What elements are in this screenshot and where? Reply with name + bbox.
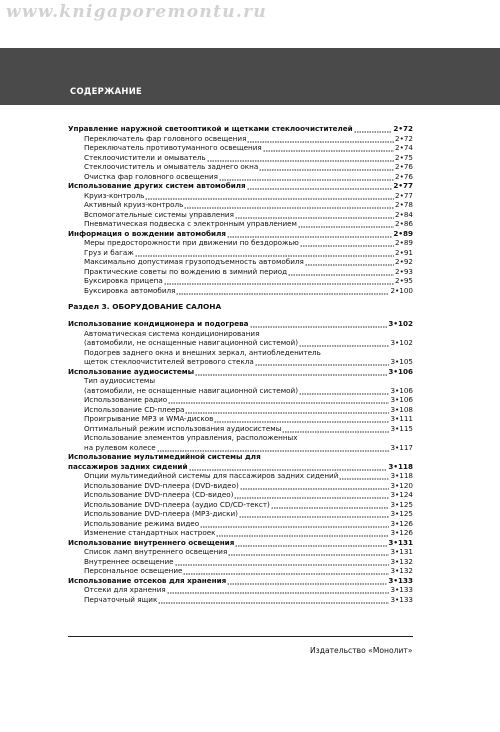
toc-dot-leader bbox=[200, 519, 389, 529]
toc-heading bbox=[68, 462, 413, 472]
toc-dot-leader bbox=[305, 257, 394, 267]
toc-entry-title: Буксировка прицепа bbox=[84, 276, 163, 285]
toc-dot-leader bbox=[185, 405, 389, 415]
toc-entry bbox=[68, 490, 413, 500]
toc-entry-title: Использование мультимедийной системы для bbox=[68, 452, 261, 461]
toc-entry-title: на рулевом колесе bbox=[84, 442, 156, 452]
toc-entry bbox=[68, 134, 413, 144]
page-title: СОДЕРЖАНИЕ bbox=[70, 86, 143, 96]
toc-entry bbox=[68, 172, 413, 182]
toc-entry-title: Использование режима видео bbox=[84, 518, 200, 528]
toc-entry bbox=[68, 519, 413, 529]
toc-entry bbox=[68, 267, 413, 277]
toc-dot-leader bbox=[282, 424, 389, 434]
toc-entry bbox=[68, 386, 413, 396]
toc-entry-title: Проигрывание MP3 и WMA-дисков bbox=[84, 414, 214, 423]
toc-entry-title: Использование внутреннего освещения bbox=[68, 537, 235, 547]
toc-dot-leader bbox=[354, 124, 393, 134]
toc-dot-leader bbox=[228, 547, 389, 557]
toc-entry bbox=[68, 585, 413, 595]
toc-dot-leader bbox=[167, 585, 390, 595]
toc-dot-leader bbox=[216, 528, 389, 538]
toc-entry-title: Стеклоочистители и омыватель bbox=[84, 152, 206, 162]
toc-dot-leader bbox=[207, 153, 394, 163]
toc-entry bbox=[68, 286, 413, 296]
toc-page-number: 3•133 bbox=[390, 594, 413, 604]
toc-dot-leader bbox=[227, 576, 387, 586]
toc-entry-title: Список ламп внутреннего освещения bbox=[84, 547, 228, 556]
toc-dot-leader bbox=[235, 538, 387, 548]
toc-page-number: 3•133 bbox=[388, 575, 413, 585]
toc-entry-title: Отсеки для хранения bbox=[84, 585, 166, 594]
toc-entry bbox=[68, 257, 413, 267]
toc-entry bbox=[68, 376, 413, 386]
toc-page-number: 2•77 bbox=[395, 190, 413, 200]
toc-entry bbox=[68, 395, 413, 405]
toc-entry-title: Использование CD-плеера bbox=[84, 404, 185, 414]
toc-entry bbox=[68, 357, 413, 367]
toc-entry bbox=[68, 219, 413, 229]
toc-entry-title: Круиз-контроль bbox=[84, 190, 145, 200]
toc-entry bbox=[68, 414, 413, 424]
toc-page-number: 2•78 bbox=[395, 200, 413, 209]
toc-entry-title: (автомобили, не оснащенные навигационной системой) bbox=[84, 338, 299, 347]
toc-page-number: 3•115 bbox=[390, 423, 413, 433]
toc-entry-title: Внутреннее освещение bbox=[84, 556, 174, 566]
toc-page-number: 3•125 bbox=[390, 499, 413, 509]
toc-page-number: 2•95 bbox=[395, 276, 413, 285]
toc-entry-title: Вспомогательные системы управления bbox=[84, 209, 234, 219]
toc-entry bbox=[68, 200, 413, 210]
toc-dot-leader bbox=[158, 595, 389, 605]
toc-page-number: 2•72 bbox=[393, 124, 413, 133]
toc-page-number: 3•106 bbox=[388, 366, 413, 376]
toc-entry-title: Персональное освещение bbox=[84, 566, 183, 575]
toc-heading bbox=[68, 538, 413, 548]
toc-entry-title: Переключатель фар головного освещения bbox=[84, 133, 247, 143]
toc-page-number: 2•93 bbox=[395, 266, 413, 276]
toc-entry bbox=[68, 424, 413, 434]
toc-page-number: 2•84 bbox=[395, 209, 413, 219]
toc-entry bbox=[68, 248, 413, 258]
toc-page-number: 3•102 bbox=[388, 319, 413, 328]
toc-page-number: 3•133 bbox=[390, 585, 413, 594]
toc-entry-title: Использование других систем автомобиля bbox=[68, 181, 246, 190]
toc-page-number: 3•102 bbox=[390, 338, 413, 347]
toc-page-number: 3•120 bbox=[390, 480, 413, 490]
toc-page-number: 3•125 bbox=[390, 509, 413, 518]
toc-entry bbox=[68, 557, 413, 567]
toc-dot-leader bbox=[219, 172, 394, 182]
toc-entry bbox=[68, 433, 413, 443]
toc-page-number: 2•74 bbox=[395, 143, 413, 152]
toc-page-number: 2•89 bbox=[393, 228, 413, 238]
toc-entry-title: Практические советы по вождению в зимний период bbox=[84, 266, 288, 276]
toc-entry-title: Буксировка автомобиля bbox=[84, 285, 176, 295]
toc-entry-title: Подогрев заднего окна и внешних зеркал, антиобледенитель bbox=[84, 347, 321, 357]
toc-dot-leader bbox=[234, 490, 389, 500]
toc-entry-title: Использование элементов управления, расположенных bbox=[84, 433, 298, 442]
toc-entry-title: Пневматическая подвеска с электронным управлением bbox=[84, 219, 297, 228]
table-of-contents bbox=[68, 124, 413, 604]
toc-entry-title: Автоматическая система кондиционирования bbox=[84, 328, 260, 338]
toc-entry bbox=[68, 595, 413, 605]
toc-dot-leader bbox=[235, 210, 394, 220]
toc-entry-title: Использование кондиционера и подогрева bbox=[68, 319, 249, 328]
toc-entry-title: Использование радио bbox=[84, 395, 168, 404]
toc-entry bbox=[68, 528, 413, 538]
toc-entry-title: пассажиров задних сидений bbox=[68, 461, 188, 471]
toc-entry bbox=[68, 238, 413, 248]
toc-entry bbox=[68, 191, 413, 201]
toc-entry bbox=[68, 405, 413, 415]
toc-entry bbox=[68, 547, 413, 557]
toc-dot-leader bbox=[299, 386, 389, 396]
toc-dot-leader bbox=[240, 481, 390, 491]
toc-heading bbox=[68, 576, 413, 586]
toc-entry-title: щеток стеклоочистителей ветрового стекла bbox=[84, 357, 254, 366]
toc-dot-leader bbox=[339, 471, 389, 481]
toc-entry bbox=[68, 276, 413, 286]
toc-dot-leader bbox=[247, 134, 394, 144]
toc-entry-title: Использование DVD-плеера (аудио CD/CD-текст) bbox=[84, 499, 270, 509]
toc-dot-leader bbox=[247, 181, 393, 191]
toc-entry bbox=[68, 509, 413, 519]
toc-dot-leader bbox=[189, 462, 388, 472]
toc-entry-title: Опции мультимедийной системы для пассажиров задних сидений bbox=[84, 471, 339, 480]
toc-heading bbox=[68, 319, 413, 329]
section-title: Раздел 3. ОБОРУДОВАНИЕ САЛОНА bbox=[68, 302, 222, 311]
toc-page-number: 3•105 bbox=[390, 357, 413, 366]
toc-entry-title: Оптимальный режим использования аудиосистемы bbox=[84, 423, 282, 433]
toc-entry-title: Использование отсеков для хранения bbox=[68, 575, 227, 585]
toc-dot-leader bbox=[176, 286, 389, 296]
toc-dot-leader bbox=[271, 500, 390, 510]
toc-entry-title: Максимально допустимая грузоподъемность автомобиля bbox=[84, 257, 304, 266]
toc-dot-leader bbox=[175, 557, 390, 567]
toc-entry-title: Меры предосторожности при движении по бездорожью bbox=[84, 238, 299, 247]
toc-page-number: 2•91 bbox=[395, 247, 413, 257]
toc-dot-leader bbox=[195, 367, 387, 377]
toc-entry-title: Использование DVD-плеера (MP3-диски) bbox=[84, 509, 238, 518]
toc-entry bbox=[68, 481, 413, 491]
toc-entry bbox=[68, 566, 413, 576]
toc-entry bbox=[68, 443, 413, 453]
toc-heading bbox=[68, 367, 413, 377]
toc-entry bbox=[68, 338, 413, 348]
toc-entry-title: Переключатель противотуманного освещения bbox=[84, 143, 262, 152]
footer-divider bbox=[68, 636, 413, 637]
toc-page-number: 2•76 bbox=[395, 162, 413, 171]
toc-page-number: 2•92 bbox=[395, 257, 413, 266]
toc-page-number: 2•100 bbox=[390, 285, 413, 295]
toc-dot-leader bbox=[299, 338, 389, 348]
toc-entry bbox=[68, 500, 413, 510]
toc-page-number: 2•86 bbox=[395, 219, 413, 228]
toc-dot-leader bbox=[259, 162, 394, 172]
toc-heading bbox=[68, 229, 413, 239]
publisher-credit: Издательство «Монолит» bbox=[310, 646, 413, 655]
toc-dot-leader bbox=[164, 276, 394, 286]
toc-page-number: 3•131 bbox=[388, 537, 413, 547]
toc-dot-leader bbox=[168, 395, 389, 405]
toc-part-2 bbox=[68, 319, 413, 604]
toc-entry bbox=[68, 210, 413, 220]
toc-entry bbox=[68, 143, 413, 153]
toc-dot-leader bbox=[250, 319, 388, 329]
toc-entry bbox=[68, 162, 413, 172]
toc-dot-leader bbox=[135, 248, 394, 258]
toc-page-number: 3•106 bbox=[390, 385, 413, 395]
toc-dot-leader bbox=[239, 509, 390, 519]
toc-page-number: 3•132 bbox=[390, 566, 413, 575]
header-band bbox=[0, 48, 500, 105]
toc-dot-leader bbox=[227, 229, 392, 239]
toc-dot-leader bbox=[255, 357, 390, 367]
toc-page-number: 3•131 bbox=[390, 547, 413, 556]
toc-entry-title: Изменение стандартных настроек bbox=[84, 528, 216, 537]
toc-entry-title: Использование DVD-плеера (CD-видео) bbox=[84, 490, 234, 499]
toc-page-number: 2•72 bbox=[395, 133, 413, 143]
toc-entry-title: Стеклоочиститель и омыватель заднего окна bbox=[84, 162, 259, 171]
toc-dot-leader bbox=[298, 219, 394, 229]
toc-entry bbox=[68, 153, 413, 163]
toc-dot-leader bbox=[300, 238, 394, 248]
toc-entry bbox=[68, 329, 413, 339]
toc-entry-title: Груз и багаж bbox=[84, 247, 134, 257]
toc-dot-leader bbox=[157, 443, 390, 453]
toc-page-number: 3•132 bbox=[390, 556, 413, 566]
toc-page-number: 2•75 bbox=[395, 152, 413, 162]
toc-entry-title: Использование аудиосистемы bbox=[68, 366, 195, 376]
toc-dot-leader bbox=[184, 200, 394, 210]
toc-heading bbox=[68, 452, 413, 462]
toc-page-number: 3•108 bbox=[390, 404, 413, 414]
toc-page-number: 3•124 bbox=[390, 490, 413, 499]
toc-heading bbox=[68, 124, 413, 134]
toc-entry-title: Использование DVD-плеера (DVD-видео) bbox=[84, 480, 239, 490]
toc-page-number: 2•76 bbox=[395, 171, 413, 181]
toc-page-number: 3•117 bbox=[390, 442, 413, 452]
toc-page-number: 2•77 bbox=[393, 181, 413, 190]
toc-entry-title: Управление наружной светооптикой и щетками стеклоочистителей bbox=[68, 124, 353, 133]
toc-dot-leader bbox=[183, 566, 389, 576]
toc-page-number: 3•106 bbox=[390, 395, 413, 404]
toc-entry-title: Информация о вождении автомобиля bbox=[68, 228, 226, 238]
watermark: www.knigaporemontu.ru bbox=[6, 2, 268, 22]
toc-page-number: 3•111 bbox=[390, 414, 413, 423]
toc-entry bbox=[68, 348, 413, 358]
toc-part-1 bbox=[68, 124, 413, 295]
toc-entry-title: Перчаточный ящик bbox=[84, 594, 158, 604]
toc-entry-title: Тип аудиосистемы bbox=[84, 376, 156, 385]
toc-page-number: 3•126 bbox=[390, 528, 413, 537]
toc-entry-title: Активный круиз-контроль bbox=[84, 200, 184, 209]
toc-entry-title: (автомобили, не оснащенные навигационной системой) bbox=[84, 385, 299, 395]
toc-page-number: 2•89 bbox=[395, 238, 413, 247]
toc-page-number: 3•118 bbox=[388, 461, 413, 471]
toc-dot-leader bbox=[263, 143, 394, 153]
toc-page-number: 3•126 bbox=[390, 518, 413, 528]
toc-dot-leader bbox=[288, 267, 394, 277]
toc-heading bbox=[68, 181, 413, 191]
toc-page-number: 3•118 bbox=[390, 471, 413, 480]
toc-entry bbox=[68, 471, 413, 481]
toc-dot-leader bbox=[214, 414, 389, 424]
toc-dot-leader bbox=[145, 191, 394, 201]
toc-entry-title: Очистка фар головного освещения bbox=[84, 171, 218, 181]
